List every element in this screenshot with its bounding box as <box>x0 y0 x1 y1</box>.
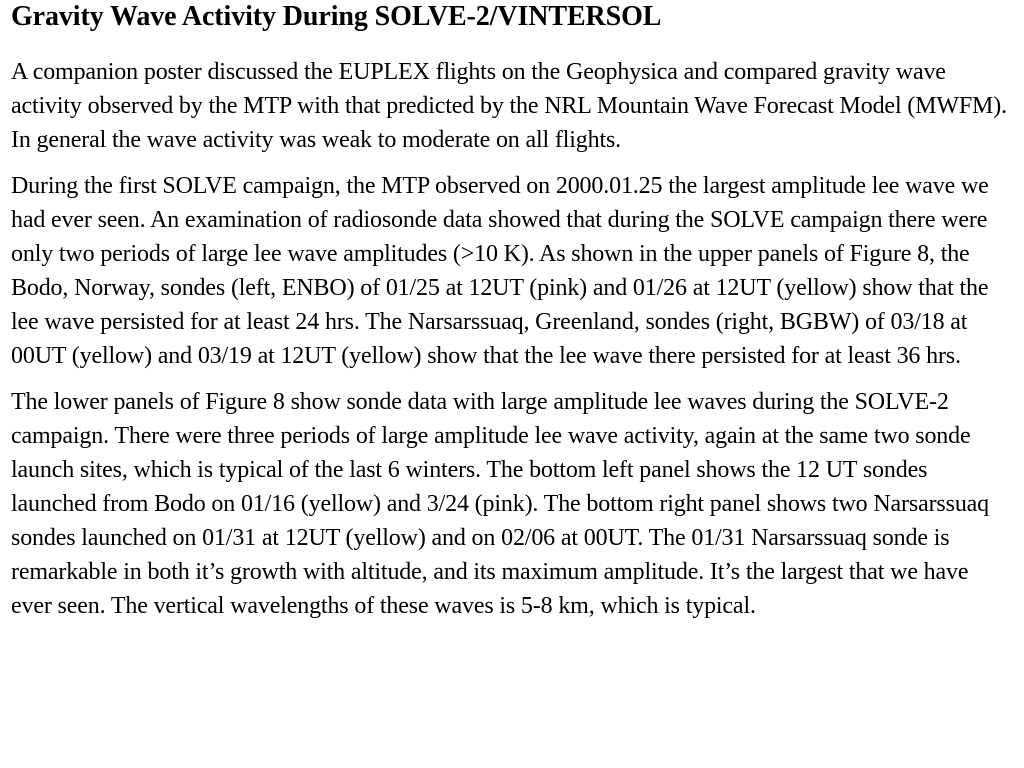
paragraph-first-solve-campaign: During the first SOLVE campaign, the MTP observed on 2000.01.25 the largest amplitude lee wave we had ever seen. An examination of radiosonde data showed that during the SOLVE campaign there were only two periods of large lee wave amplitudes (>10 K). As shown in the upper panels of Figure 8, the Bodo, Norway, sondes (left, ENBO) of 01/25 at 12UT (pink) and 01/26 at 12UT (yellow) show that the lee wave persisted for at least 24 hrs. The Narsarssuaq, Greenland, sondes (right, BGBW) of 03/18 at 00UT (yellow) and 03/19 at 12UT (yellow) show that the lee wave there persisted for at least 36 hrs. <box>11 173 989 369</box>
paragraph-euplex-flights: A companion poster discussed the EUPLEX flights on the Geophysica and compared gravity wave activity observed by the MTP with that predicted by the NRL Mountain Wave Forecast Model (MWFM). In general the wave activity was weak to moderate on all flights. <box>11 59 1007 153</box>
page-title: Gravity Wave Activity During SOLVE-2/VINTERSOL <box>11 1 662 32</box>
paragraph-solve2-sonde-data: The lower panels of Figure 8 show sonde data with large amplitude lee waves during the SOLVE-2 campaign. There were three periods of large amplitude lee wave activity, again at the same two sonde launch sites, which is typical of the last 6 winters. The bottom left panel shows the 12 UT sondes launched from Bodo on 01/16 (yellow) and 3/24 (pink). The bottom right panel shows two Narsarssuaq sondes launched on 01/31 at 12UT (yellow) and on 02/06 at 00UT. The 01/31 Narsarssuaq sonde is remarkable in both it’s growth with altitude, and its maximum amplitude. It’s the largest that we have ever seen. The vertical wavelengths of these waves is 5-8 km, which is typical. <box>11 389 990 619</box>
